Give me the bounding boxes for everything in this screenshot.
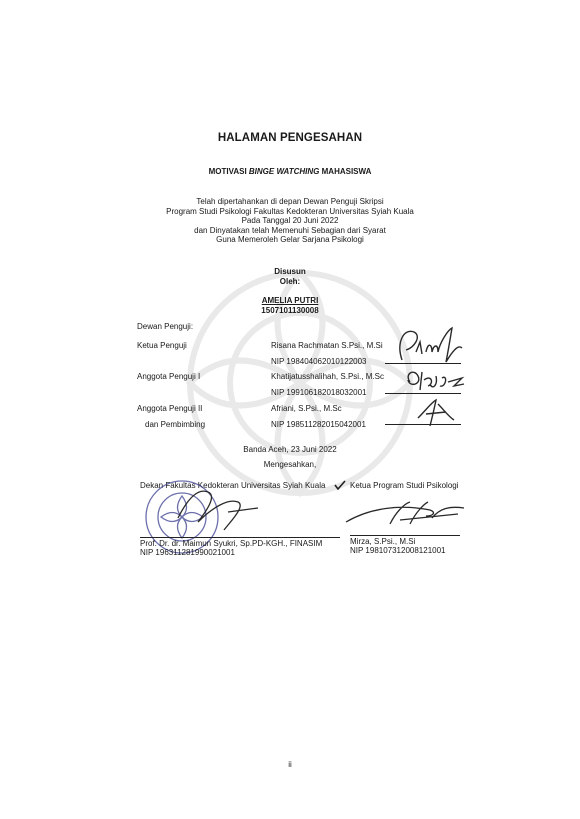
intro-text [0, 197, 580, 245]
examiner-role: Anggota Penguji II [137, 404, 203, 413]
author-nim: 1507101130008 [261, 305, 319, 315]
examiner-name: Afriani, S.Psi., M.Sc [271, 404, 342, 413]
examiner-name: Khatijatusshalihah, S.Psi., M.Sc [271, 372, 384, 381]
thesis-title-post: MAHASISWA [319, 167, 372, 176]
intro-line: Telah dipertahankan di depan Dewan Penguji Skripsi [196, 197, 384, 206]
thesis-title-italic: BINGE WATCHING [248, 167, 320, 176]
examiner-name: Risana Rachmatan S.Psi., M.Si [271, 341, 383, 350]
dean-name: Prof. Dr. dr. Maimun Syukri, Sp.PD-KGH., FINASIM [140, 539, 323, 548]
disusun-label: Disusun [274, 267, 306, 276]
examiner-role-2: dan Pembimbing [145, 420, 206, 429]
dean-title: Dekan Fakultas Kedokteran Universitas Syiah Kuala [140, 481, 326, 490]
intro-line: Pada Tanggal 20 Juni 2022 [241, 216, 339, 226]
head-nip: NIP 198107312008121001 [350, 546, 446, 555]
head-signature-line [350, 535, 460, 536]
examiner-role: Ketua Penguji [137, 341, 187, 350]
page-title: HALAMAN PENGESAHAN [217, 132, 363, 144]
intro-line: Guna Memeroleh Gelar Sarjana Psikologi [216, 235, 364, 245]
oleh-label: Oleh: [279, 276, 301, 286]
head-name: Mirza, S.Psi., M.Si [350, 537, 416, 546]
signature-head-of-program [340, 498, 470, 532]
author-block [0, 267, 580, 315]
examiner-role: Anggota Penguji I [137, 372, 201, 381]
examiner-nip: NIP 199106182018032001 [271, 388, 367, 397]
dean-nip: NIP 196311281990021001 [140, 548, 235, 557]
place-date: Banda Aceh, 23 Juni 2022 [243, 445, 337, 454]
signature-anggota-penguji-2 [412, 396, 462, 428]
check-mark-icon [334, 480, 346, 490]
examiner-nip: NIP 198511282015042001 [271, 420, 366, 429]
signature-dean [168, 478, 268, 540]
thesis-title [0, 167, 580, 176]
ratification-label: Mengesahkan, [263, 460, 317, 469]
thesis-title-pre: MOTIVASI [208, 167, 249, 176]
page-number: ii [288, 760, 292, 769]
head-title: Ketua Program Studi Psikologi [350, 481, 459, 490]
intro-line: Program Studi Psikologi Fakultas Kedokteran Universitas Syiah Kuala [166, 206, 414, 216]
author-name: AMELIA PUTRI [261, 296, 319, 306]
signature-ketua-penguji [392, 322, 467, 370]
examiners-heading: Dewan Penguji: [137, 322, 194, 331]
dean-signature-line [140, 537, 340, 538]
signature-anggota-penguji-1 [402, 366, 468, 396]
intro-line: dan Dinyatakan telah Memenuhi Sebagian dari Syarat [194, 225, 386, 235]
examiner-nip: NIP 198404062010122003 [271, 357, 367, 366]
